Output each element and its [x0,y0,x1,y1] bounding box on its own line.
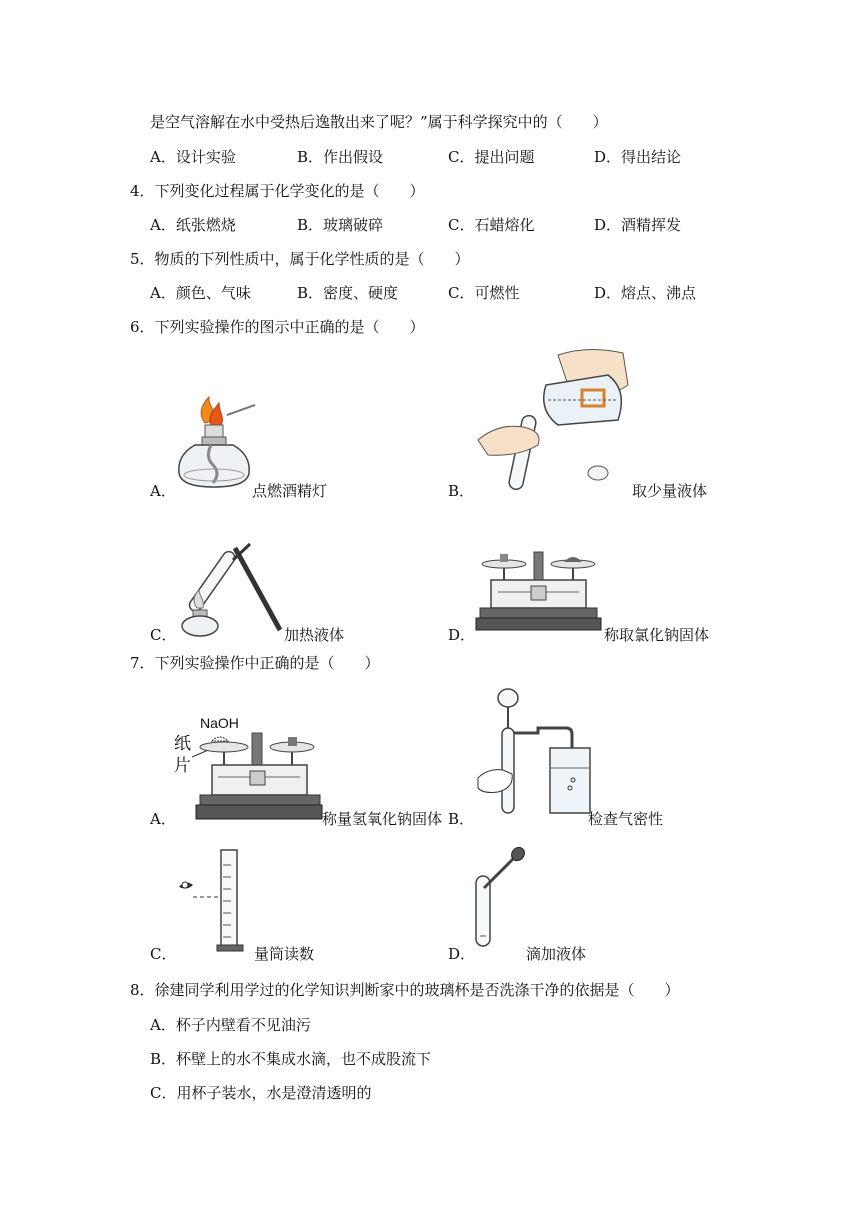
q3-option-b: B．作出假设 [297,148,384,166]
q5-option-b: B．密度、硬度 [297,284,399,302]
q6-option-b-label: B． [448,482,475,500]
q6-stem: 6．下列实验操作的图示中正确的是（ ） [130,318,425,336]
q4-option-a: A．纸张燃烧 [150,216,236,234]
q7-option-c-caption: 量筒读数 [254,945,315,963]
q3-stem-tail: 是空气溶解在水中受热后逸散出来了呢？”属于科学探究中的（ ） [150,113,608,131]
q6-option-a-label: A． [150,482,176,500]
heating-liquid-figure [175,538,285,647]
q6-option-c-caption: 加热液体 [284,626,345,644]
q3-option-c: C．提出问题 [448,148,535,166]
q7-option-d-caption: 滴加液体 [526,945,587,963]
paper-label-char-2: 片 [174,756,191,776]
q6-option-a-caption: 点燃酒精灯 [252,482,328,500]
naoh-label: NaOH [200,715,239,731]
q4-stem: 4．下列变化过程属于化学变化的是（ ） [130,182,425,200]
q7-option-a-caption: 称量氢氧化钠固体 [322,810,443,828]
q3-option-a: A．设计实验 [150,148,236,166]
q6-option-b-caption: 取少量液体 [632,482,708,500]
q7-option-c-label: C． [150,945,177,963]
q8-option-c: C．用杯子装水，水是澄清透明的 [150,1084,372,1102]
q7-option-b-caption: 检查气密性 [588,810,664,828]
q8-stem: 8．徐建同学利用学过的化学知识判断家中的玻璃杯是否洗涤干净的依据是（ ） [130,981,680,999]
q5-stem: 5．物质的下列性质中，属于化学性质的是（ ） [130,250,470,268]
q4-option-c: C．石蜡熔化 [448,216,535,234]
dropper-adding-liquid-figure [470,848,530,954]
q7-option-d-label: D． [448,945,476,963]
q4-option-d: D．酒精挥发 [594,216,682,234]
alcohol-lamp-lighting-figure [175,395,260,504]
balance-weighing-sodium-chloride-figure [476,550,601,639]
q4-option-b: B．玻璃破碎 [297,216,384,234]
graduated-cylinder-reading-figure [175,845,255,959]
paper-label-char-1: 纸 [174,734,191,754]
q6-option-d-label: D． [448,626,476,644]
q8-option-b: B．杯壁上的水不集成水滴，也不成股流下 [150,1050,432,1068]
q3-option-d: D．得出结论 [594,148,682,166]
airtightness-check-figure [478,688,588,822]
q7-stem: 7．下列实验操作中正确的是（ ） [130,654,380,672]
pouring-liquid-figure [478,345,633,499]
q8-option-a: A．杯子内壁看不见油污 [150,1016,311,1034]
q5-option-a: A．颜色、气味 [150,284,251,302]
q6-option-c-label: C． [150,626,177,644]
q6-option-d-caption: 称取氯化钠固体 [604,626,710,644]
q5-option-c: C．可燃性 [448,284,520,302]
q7-option-b-label: B． [448,810,475,828]
q5-option-d: D．熔点、沸点 [594,284,697,302]
q7-option-a-label: A． [150,810,176,828]
